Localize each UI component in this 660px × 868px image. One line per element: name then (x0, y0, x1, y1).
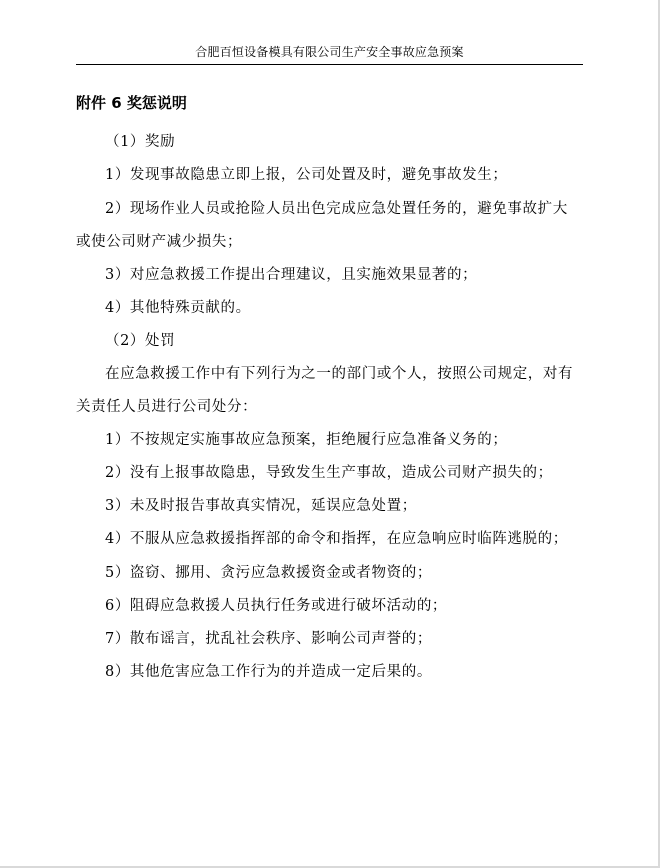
reward-item-3: 3）对应急救援工作提出合理建议，且实施效果显著的； (105, 267, 478, 283)
penalty-item-2: 2）没有上报事故隐患，导致发生生产事故，造成公司财产损失的； (105, 465, 553, 481)
penalty-intro-line-1: 在应急救援工作中有下列行为之一的部门或个人，按照公司规定，对有 (105, 366, 574, 382)
penalty-item-4: 4）不服从应急救援指挥部的命令和指挥，在应急响应时临阵逃脱的； (105, 531, 568, 547)
penalty-item-5: 5）盗窃、挪用、贪污应急救援资金或者物资的； (105, 565, 432, 581)
penalty-heading: （2）处罚 (105, 333, 176, 349)
header-divider (76, 64, 583, 65)
penalty-item-8: 8）其他危害应急工作行为的并造成一定后果的。 (105, 664, 432, 680)
reward-item-2: 2）现场作业人员或抢险人员出色完成应急处置任务的，避免事故扩大 (105, 201, 568, 217)
penalty-item-1: 1）不按规定实施事故应急预案，拒绝履行应急准备义务的； (105, 432, 508, 448)
reward-item-1: 1）发现事故隐患立即上报，公司处置及时，避免事故发生； (105, 167, 508, 183)
reward-item-2-continuation: 或使公司财产减少损失； (76, 234, 243, 250)
penalty-item-7: 7）散布谣言，扰乱社会秩序、影响公司声誉的； (105, 631, 432, 647)
penalty-item-6: 6）阻碍应急救援人员执行任务或进行破坏活动的； (105, 598, 448, 614)
reward-heading: （1）奖励 (105, 134, 176, 150)
penalty-intro-line-2: 关责任人员进行公司处分： (76, 399, 258, 415)
section-title: 附件 6 奖惩说明 (76, 94, 187, 112)
page-header: 合肥百恒设备模具有限公司生产安全事故应急预案 (195, 45, 464, 59)
reward-item-4: 4）其他特殊贡献的。 (105, 300, 251, 316)
penalty-item-3: 3）未及时报告事故真实情况，延误应急处置； (105, 498, 417, 514)
